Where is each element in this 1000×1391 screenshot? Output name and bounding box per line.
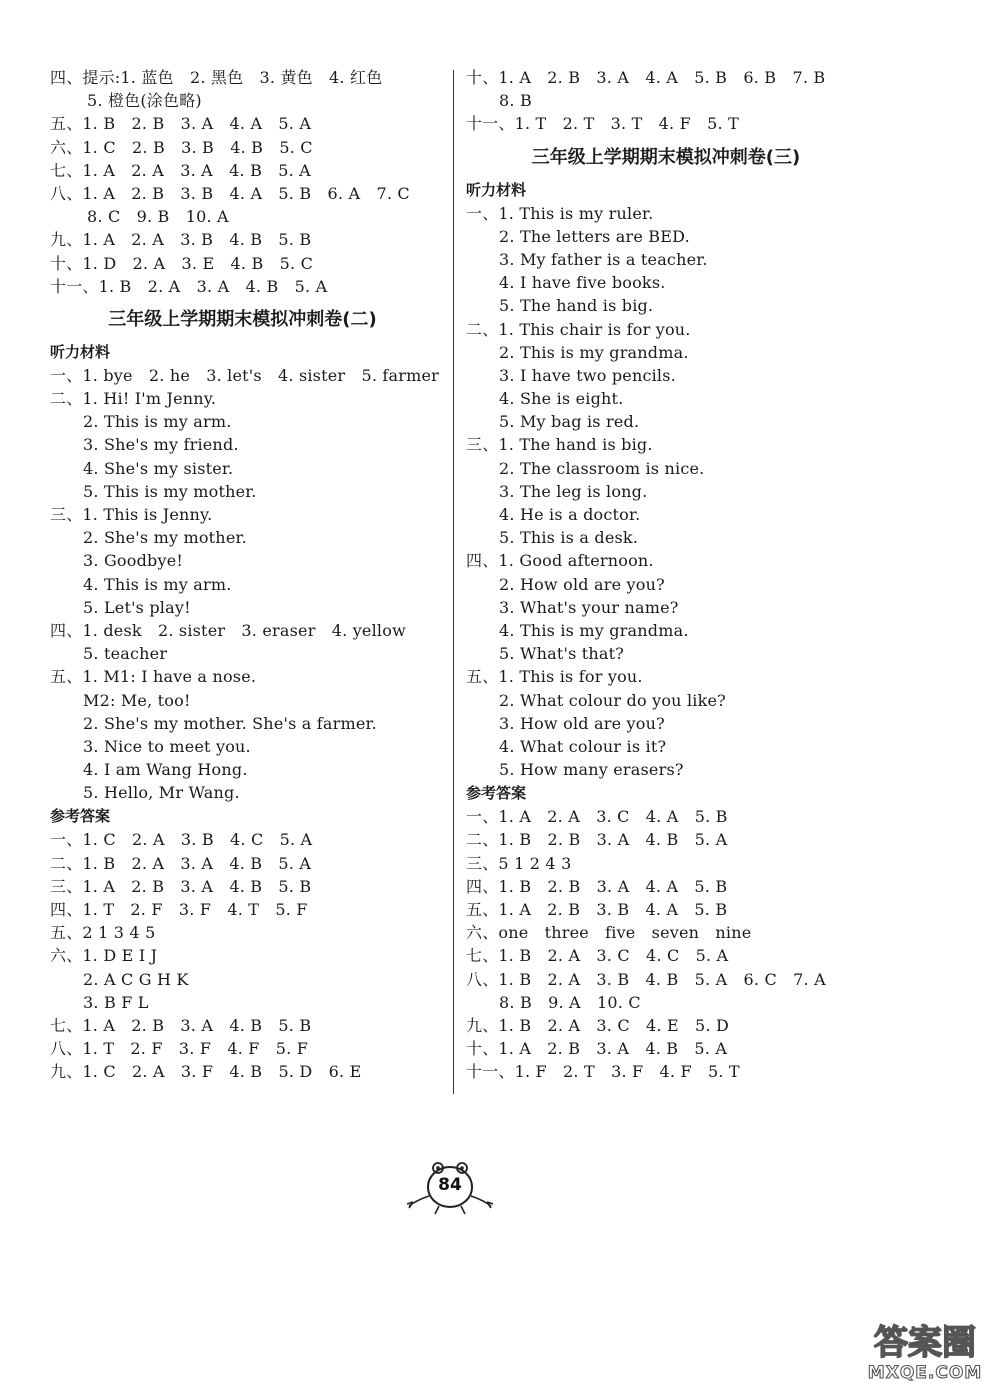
text-line: 四、1. T 2. F 3. F 4. T 5. F	[50, 900, 308, 919]
text-line: 四、1. B 2. B 3. A 4. A 5. B	[466, 876, 728, 896]
left-column	[50, 66, 439, 1084]
reference-answers	[50, 828, 435, 1083]
text-line: 一、1. A 2. A 3. C 4. A 5. B	[466, 807, 728, 827]
text-line: 九、1. A 2. A 3. B 4. B 5. B	[50, 230, 312, 250]
text-line: 4. This is my grandma.	[499, 620, 689, 640]
text-line: 2. This is my arm.	[83, 412, 232, 432]
text-line: 3. How old are you?	[499, 713, 665, 733]
text-line: 8. B 9. A 10. C	[499, 992, 641, 1012]
text-line: 2. What colour do you like?	[499, 690, 726, 710]
text-line: 一、1. This is my ruler.	[466, 203, 654, 223]
text-line: 3. B F L	[83, 992, 149, 1012]
text-line: 九、1. B 2. A 3. C 4. E 5. D	[466, 1015, 730, 1035]
text-line: 一、1. bye 2. he 3. let's 4. sister 5. farmer	[50, 365, 439, 385]
text-line: 十一、1. B 2. A 3. A 4. B 5. A	[50, 276, 328, 296]
text-line: 3. What's your name?	[499, 597, 679, 617]
text-line: 六、1. D E I J	[50, 946, 158, 966]
text-line: 十、1. D 2. A 3. E 4. B 5. C	[50, 253, 314, 273]
text-line: 8. C 9. B 10. A	[87, 207, 229, 227]
text-line: 二、1. B 2. B 3. A 4. B 5. A	[466, 830, 728, 850]
text-line: 5. 橙色(涂色略)	[87, 91, 202, 111]
text-line: 5. This is my mother.	[83, 481, 257, 501]
text-line: 二、1. Hi! I'm Jenny.	[50, 389, 217, 409]
text-line: 四、1. desk 2. sister 3. eraser 4. yellow	[50, 620, 406, 640]
text-line: 三、5 1 2 4 3	[466, 853, 572, 873]
text-line: 3. I have two pencils.	[499, 365, 676, 385]
watermark-logo-icon	[855, 1318, 995, 1384]
text-line: 三、1. The hand is big.	[466, 435, 653, 455]
text-line: 5. How many erasers?	[499, 760, 684, 780]
text-line: 七、1. A 2. A 3. A 4. B 5. A	[50, 160, 311, 180]
text-line: 5. Hello, Mr Wang.	[83, 783, 240, 803]
text-line: 五、1. B 2. B 3. A 4. A 5. A	[50, 114, 312, 134]
text-line: 十一、1. T 2. T 3. T 4. F 5. T	[466, 114, 739, 134]
text-line: 七、1. A 2. B 3. A 4. B 5. B	[50, 1015, 312, 1035]
listening-material	[466, 202, 866, 782]
text-line: 2. How old are you?	[499, 574, 665, 594]
text-line: 4. I am Wang Hong.	[83, 760, 248, 780]
text-line: 2. She's my mother. She's a farmer.	[83, 713, 377, 733]
text-line: 三、1. A 2. B 3. A 4. B 5. B	[50, 876, 312, 896]
text-line: 十一、1. F 2. T 3. F 4. F 5. T	[466, 1062, 740, 1082]
text-line: 八、1. A 2. B 3. B 4. A 5. B 6. A 7. C	[50, 183, 410, 203]
text-line: 3. Nice to meet you.	[83, 736, 251, 756]
page-number: 84	[438, 1175, 462, 1195]
text-line: 3. My father is a teacher.	[499, 249, 708, 269]
text-line: 五、1. M1: I have a nose.	[50, 667, 257, 687]
text-line: 八、1. T 2. F 3. F 4. F 5. F	[50, 1039, 309, 1059]
page-number-badge	[405, 1160, 495, 1216]
watermark-url: MXQE.COM	[867, 1363, 983, 1383]
text-line: 2. She's my mother.	[83, 528, 247, 548]
text-line: 八、1. B 2. A 3. B 4. B 5. A 6. C 7. A	[466, 969, 826, 989]
text-line: 5. What's that?	[499, 644, 625, 664]
text-line: 5. The hand is big.	[499, 296, 654, 316]
text-line: 一、1. C 2. A 3. B 4. C 5. A	[50, 830, 313, 850]
text-line: 十、1. A 2. B 3. A 4. A 5. B 6. B 7. B	[466, 68, 826, 87]
section2-answers-continued	[466, 66, 866, 136]
text-line: 4. I have five books.	[499, 273, 666, 293]
text-line: 5. teacher	[83, 644, 168, 664]
text-line: 2. The classroom is nice.	[499, 458, 705, 478]
text-line: 十、1. A 2. B 3. A 4. B 5. A	[466, 1039, 728, 1059]
text-line: 五、2 1 3 4 5	[50, 923, 156, 943]
text-line: 2. This is my grandma.	[499, 342, 689, 362]
text-line: 4. She is eight.	[499, 389, 624, 409]
text-line: 九、1. C 2. A 3. F 4. B 5. D 6. E	[50, 1062, 362, 1082]
text-line: 四、提示:1. 蓝色 2. 黑色 3. 黄色 4. 红色	[50, 68, 383, 87]
text-line: M2: Me, too!	[83, 690, 191, 710]
reference-answers	[466, 805, 866, 1083]
text-line: 4. This is my arm.	[83, 574, 232, 594]
text-line: 3. The leg is long.	[499, 481, 648, 501]
text-line: 五、1. This is for you.	[466, 667, 643, 687]
watermark-title: 答案圈	[874, 1323, 976, 1363]
right-column	[466, 66, 866, 1084]
text-line: 六、1. C 2. B 3. B 4. B 5. C	[50, 137, 313, 157]
answers-heading: 参考答案	[50, 807, 111, 826]
text-line: 三、1. This is Jenny.	[50, 505, 213, 524]
text-line: 五、1. A 2. B 3. B 4. A 5. B	[466, 900, 728, 919]
text-line: 四、1. Good afternoon.	[466, 551, 654, 571]
text-line: 2. A C G H K	[83, 969, 189, 989]
section-title: 三年级上学期期末模拟冲刺卷(三)	[531, 146, 801, 168]
text-line: 5. This is a desk.	[499, 528, 639, 548]
section-title: 三年级上学期期末模拟冲刺卷(二)	[108, 308, 377, 330]
listening-heading: 听力材料	[50, 342, 111, 361]
text-line: 5. Let's play!	[83, 597, 191, 617]
text-line: 3. She's my friend.	[83, 435, 239, 455]
text-line: 3. Goodbye!	[83, 551, 184, 571]
text-line: 六、one three five seven nine	[466, 923, 752, 943]
text-line: 4. What colour is it?	[499, 736, 667, 756]
text-line: 七、1. B 2. A 3. C 4. C 5. A	[466, 946, 729, 966]
text-line: 2. The letters are BED.	[499, 226, 690, 246]
text-line: 8. B	[499, 91, 532, 111]
column-divider	[453, 70, 454, 1094]
listening-material	[50, 364, 439, 805]
text-line: 二、1. B 2. A 3. A 4. B 5. A	[50, 853, 312, 873]
answers-heading: 参考答案	[466, 784, 527, 803]
listening-heading: 听力材料	[466, 180, 527, 199]
text-line: 4. He is a doctor.	[499, 505, 641, 524]
site-watermark	[855, 1318, 995, 1384]
text-line: 4. She's my sister.	[83, 458, 234, 478]
text-line: 5. My bag is red.	[499, 412, 640, 432]
text-line: 二、1. This chair is for you.	[466, 319, 691, 339]
section1-answers-continued	[50, 66, 435, 298]
